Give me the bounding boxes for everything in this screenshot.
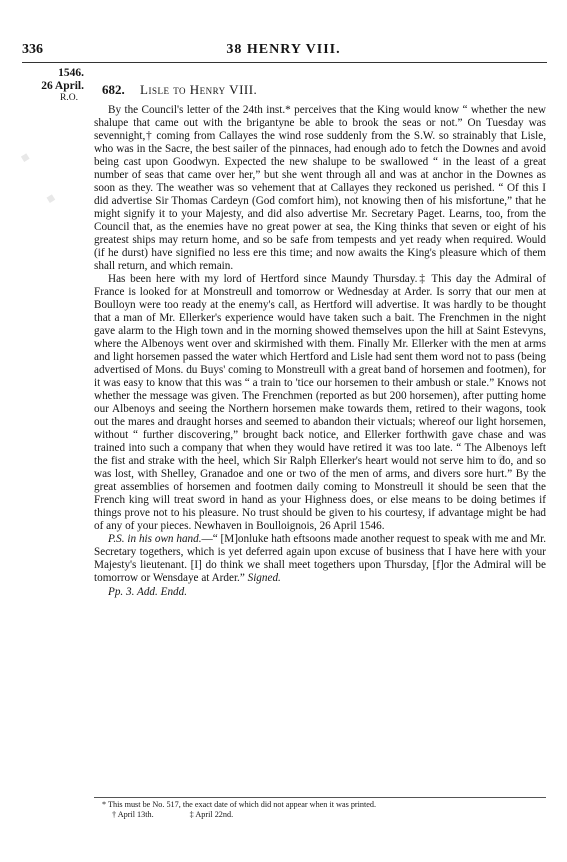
footnote-ddagger: ‡ April 22nd.	[189, 810, 234, 819]
paragraph-1: By the Council's letter of the 24th inst.* perceives that the King would know “ whether the new shalupe that came out with the brigantyne be able to brook the seas or not.” On Tuesday was sevennight,† coming from Callayes the wind rose suddenly from the S.W. so strainably that Lisle, who was in the Sacre, the best sailer of the pinnaces, had enough ado to fetch the Downes and avoid being cast upon Goodwyn. Expected the new shalupe to be swallowed “ in the least of a great number of seas that came over her,” but she went through all and was at anchor in the Downes as soon as they. The weather was so vehement that at Callayes they reckoned us perished. “ Of this I did advertise Sir Thomas Cardeyn (God comfort him), not knowing then of his misfortune,” that he might signify it to your Majesty, and did also advertise Mr. Secretary Paget. Learns, too, from the Council that, as the enemies have no great power at sea, the King thinks that seven or eight of his greatest ships may return home, and so be safe from tempests and yet ready when required. Would (if he durst) have signified no less ere this time; and now awaits the King's pleasure which of them shall return, and which remain.	[94, 104, 546, 272]
entry-title: Lisle to Henry VIII.	[140, 82, 258, 97]
physical-note: Pp. 3. Add. Endd.	[108, 586, 188, 598]
watermark-right: ■ ■	[470, 447, 512, 508]
signed-note: Signed.	[247, 572, 281, 584]
running-head: 38 HENRY VIII.	[226, 42, 341, 57]
postscript-text: —“ [M]onluke hath eftsoons made another request to speak with me and Mr. Secretary togethers, which is yet deferred again upon excuse of business that I have here with your Majesty's lieutenant. [I] do think we shall meet togethers upon Thursday, [f]or the Admiral will be tomorrow or Wensdaye at Arder.”	[94, 533, 546, 584]
entry-body	[94, 104, 546, 599]
footnotes	[94, 800, 546, 820]
entry-number: 682.	[102, 82, 125, 97]
page-number: 336	[22, 42, 43, 57]
postscript-label: P.S. in his own hand.	[108, 533, 202, 545]
margin-date: 26 April.	[41, 79, 84, 92]
paragraph-2: Has been here with my lord of Hertford since Maundy Thursday.‡ This day the Admiral of France is looked for at Monstreull and tomorrow or Wednesday at Arder. Is sorry that our men at Boulloyn were too ready at the enemy's call, as Hertford will advertise. It was hardly to be thought that a man of Mr. Ellerker's experience would have taken such a bait. The Frenchmen in the night gave alarm to the High town and in the morning showed themselves upon the hill at Saint Estevyns, where the Albenoys went over and skirmished with them. Finally Mr. Ellerker with the men at arms and light horsemen passed the water which Hertford and Lisle had sent them word not to pass (being advertised of Mons. du Buys' coming to Monstreull with a great band of horsemen and footmen), for it was easy to know that this was “ a train to 'tice our horsemen to their ambush or stale.” Knows not whether the message was given. The Frenchmen (reported as but 200 horsemen), after putting home our Albenoys and seeing the Northern horsemen make towards them, retired to their wagons, took out the mares and draught horses and seemed to abandon their victuals; whereof our light horsemen, without “ further discovering,” brought back notice, and Ellerker forthwith gave chase and was trained into such a company that when they would have retired it was too late. “ The Albenoys left the fist and strake with the heel, which Sir Ralph Ellerker's heart would not serve him to do, and so was lost, with Shelley, Granadoe and one or two of the men of arms, and divers sore hurt.” By the great assemblies of horsemen and footmen daily coming to Monstreull it should be seen that the French king will treat sword in hand as your Highness does, or else means to be doing betimes if things prove not to his pleasure. No trust should be given to his courtesy, if advantage might be had of any of your pieces. Newhaven in Boulloignois, 26 April 1546.	[94, 273, 546, 532]
page-header	[0, 42, 567, 62]
margin-source: R.O.	[60, 93, 78, 103]
footnote-dagger: † April 13th.	[112, 810, 154, 819]
watermark-left: ■ ■	[17, 150, 62, 209]
entry-heading	[102, 82, 257, 98]
footnote-row	[94, 810, 546, 820]
postscript	[94, 533, 546, 585]
footnote-rule	[94, 797, 546, 798]
footnote-star: * This must be No. 517, the exact date of which did not appear when it was printed.	[102, 800, 377, 809]
header-rule	[22, 62, 547, 63]
margin-note	[28, 67, 84, 105]
margin-year: 1546.	[58, 67, 84, 79]
